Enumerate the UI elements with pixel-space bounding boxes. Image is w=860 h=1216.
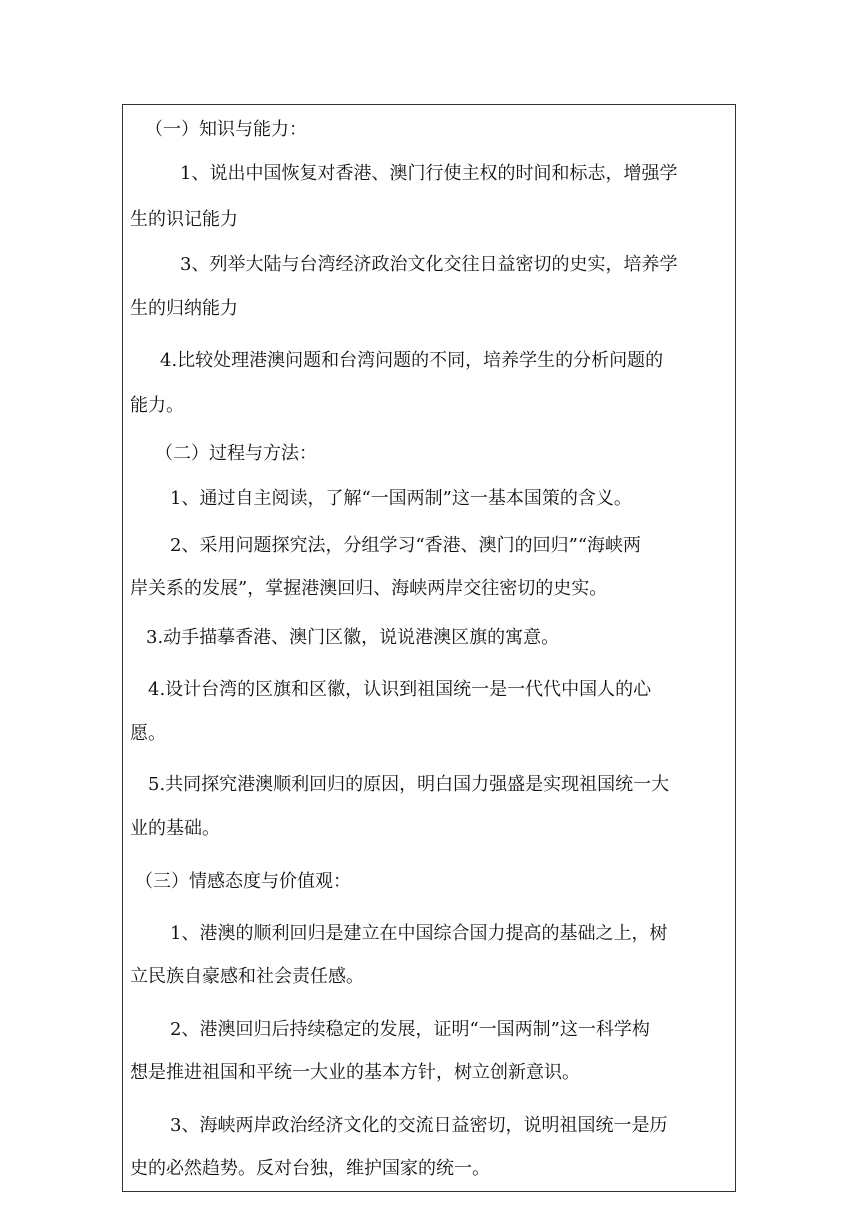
section-heading-attitude: （三）情感态度与价值观： xyxy=(135,871,351,892)
attitude-item-1-line2: 立民族自豪感和社会责任感。 xyxy=(130,966,364,987)
process-item-3-line1: 3.动手描摹香港、澳门区徽，说说港澳区旗的寓意。 xyxy=(146,627,560,648)
knowledge-item-1-line1: 1、说出中国恢复对香港、澳门行使主权的时间和标志，增强学 xyxy=(180,163,678,184)
knowledge-item-1-line2: 生的识记能力 xyxy=(130,209,238,230)
attitude-item-1-line1: 1、港澳的顺利回归是建立在中国综合国力提高的基础之上，树 xyxy=(170,923,668,944)
process-item-2-line2: 岸关系的发展”，掌握港澳回归、海峡两岸交往密切的史实。 xyxy=(130,578,608,599)
attitude-item-2-line2: 想是推进祖国和平统一大业的基本方针，树立创新意识。 xyxy=(130,1062,580,1083)
attitude-item-3-line1: 3、海峡两岸政治经济文化的交流日益密切，说明祖国统一是历 xyxy=(170,1115,668,1136)
process-item-5-line2: 业的基础。 xyxy=(130,818,220,839)
process-item-4-line2: 愿。 xyxy=(130,723,166,744)
attitude-item-2-line1: 2、港澳回归后持续稳定的发展，证明“一国两制”这一科学构 xyxy=(170,1019,650,1040)
knowledge-item-2-line2: 生的归纳能力 xyxy=(130,298,238,319)
process-item-4-line1: 4.设计台湾的区旗和区徽，认识到祖国统一是一代代中国人的心 xyxy=(148,679,652,700)
section-heading-process: （二）过程与方法： xyxy=(155,443,317,464)
process-item-2-line1: 2、采用问题探究法，分组学习“香港、澳门的回归”“海峡两 xyxy=(170,535,642,556)
section-heading-knowledge: （一）知识与能力： xyxy=(145,119,307,140)
process-item-5-line1: 5.共同探究港澳顺利回归的原因，明白国力强盛是实现祖国统一大 xyxy=(148,774,670,795)
knowledge-item-3-line1: 4.比较处理港澳问题和台湾问题的不同，培养学生的分析问题的 xyxy=(160,350,664,371)
knowledge-item-3-line2: 能力。 xyxy=(130,395,184,416)
attitude-item-3-line2: 史的必然趋势。反对台独，维护国家的统一。 xyxy=(130,1158,490,1179)
knowledge-item-2-line1: 3、列举大陆与台湾经济政治文化交往日益密切的史实，培养学 xyxy=(180,254,678,275)
process-item-1-line1: 1、通过自主阅读，了解“一国两制”这一基本国策的含义。 xyxy=(170,488,632,509)
